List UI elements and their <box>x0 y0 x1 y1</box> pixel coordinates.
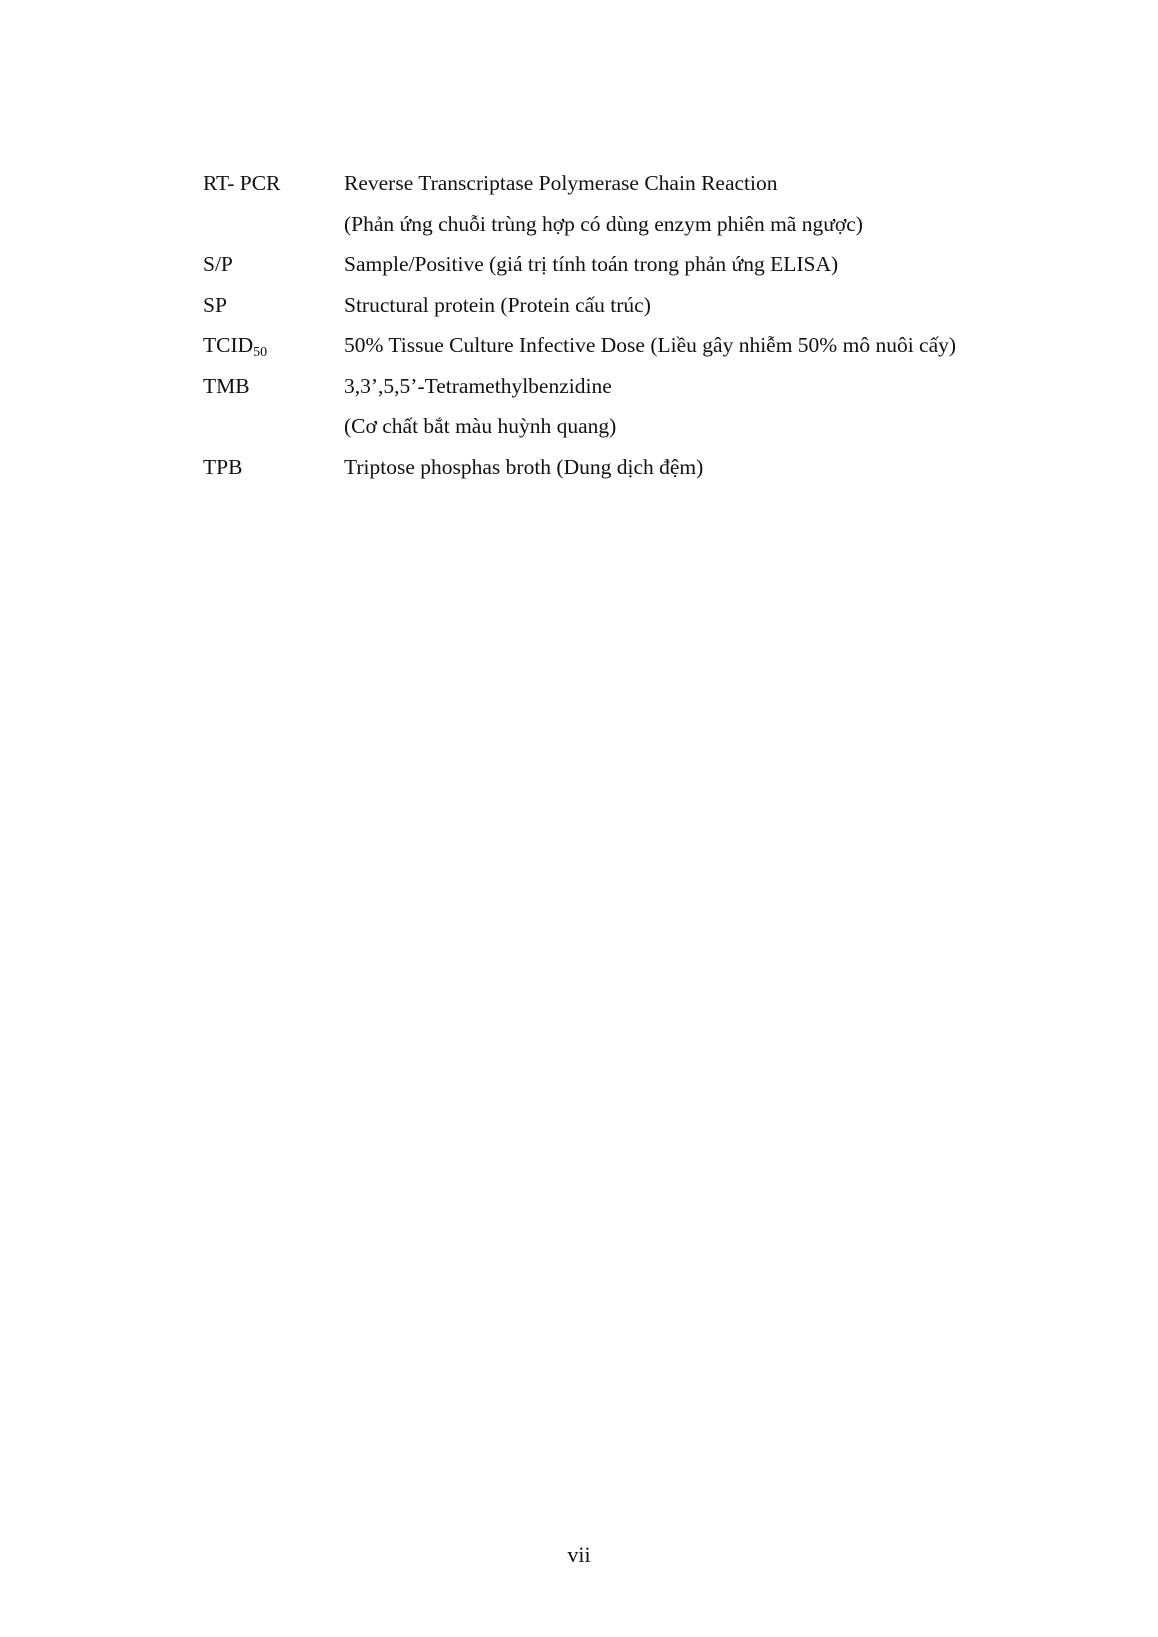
abbreviation-definition: 3,3’,5,5’-Tetramethylbenzidine <box>344 373 612 398</box>
abbreviation-term: TMB <box>203 373 250 398</box>
abbreviation-definition: Structural protein (Protein cấu trúc) <box>344 292 651 317</box>
abbreviation-term-subscript: 50 <box>253 345 268 360</box>
abbreviation-row <box>203 325 1063 366</box>
abbreviation-row <box>203 285 1063 326</box>
abbreviation-row <box>203 204 1063 245</box>
abbreviation-list <box>203 163 1063 487</box>
abbreviation-term: S/P <box>203 252 233 276</box>
abbreviation-row <box>203 447 1063 488</box>
abbreviation-definition: (Cơ chất bắt màu huỳnh quang) <box>344 414 617 438</box>
abbreviation-term-main: TCID <box>203 333 254 357</box>
abbreviation-term: RT- PCR <box>203 171 281 195</box>
abbreviation-definition: Sample/Positive (giá trị tính toán trong phản ứng ELISA) <box>344 252 839 276</box>
abbreviation-definition: (Phản ứng chuỗi trùng hợp có dùng enzym phiên mã ngược) <box>344 211 863 236</box>
abbreviation-term: SP <box>203 292 227 317</box>
abbreviation-definition: 50% Tissue Culture Infective Dose (Liều gây nhiễm 50% mô nuôi cấy) <box>344 333 957 357</box>
abbreviation-definition: Reverse Transcriptase Polymerase Chain Reaction <box>344 171 778 195</box>
abbreviation-definition: Triptose phosphas broth (Dung dịch đệm) <box>344 454 704 479</box>
abbreviation-row <box>203 406 1063 447</box>
abbreviation-row <box>203 366 1063 407</box>
page-number: vii <box>567 1542 591 1567</box>
abbreviation-term: TPB <box>203 454 243 479</box>
abbreviation-term <box>203 325 344 370</box>
abbreviation-row <box>203 244 1063 285</box>
abbreviation-row <box>203 163 1063 204</box>
